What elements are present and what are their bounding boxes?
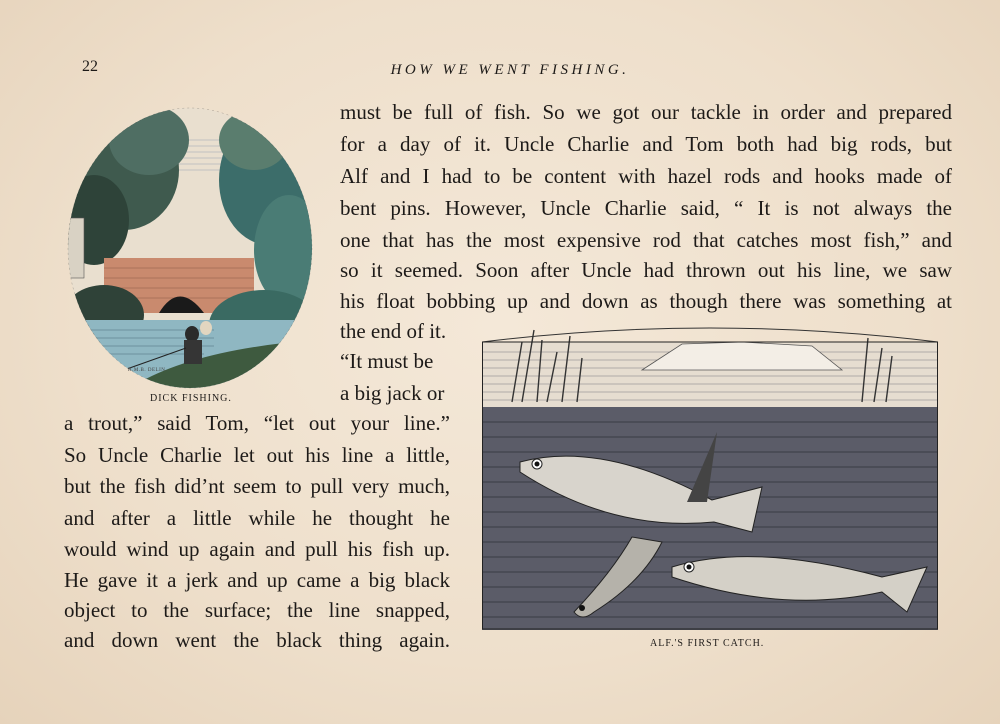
text-line-3: Alf and I had to be content with hazel rods and hooks made of (340, 164, 952, 188)
alfs-first-catch-illustration (482, 322, 938, 630)
text-line-13: but the fish did’nt seem to pull very much, (64, 474, 450, 498)
text-line-15: would wind up again and pull his fish up. (64, 537, 450, 561)
text-line-8: the end of it. (340, 319, 447, 343)
text-line-10: a big jack or (340, 381, 445, 405)
text-line-4: bent pins. However, Uncle Charlie said, “ It is not always the (340, 196, 952, 220)
running-head: HOW WE WENT FISHING. (390, 62, 630, 78)
text-line-7: his float bobbing up and down as though there was something at (340, 289, 952, 313)
text-line-14: and after a little while he thought he (64, 506, 450, 530)
text-line-2: for a day of it. Uncle Charlie and Tom both had big rods, but (340, 132, 952, 156)
text-line-12: So Uncle Charlie let out his line a little, (64, 443, 450, 467)
plate-caption: ALF.'S FIRST CATCH. (650, 638, 765, 649)
text-line-11: a trout,” said Tom, “let out your line.” (64, 411, 450, 435)
text-line-5: one that has the most expensive rod that catches most fish,” and (340, 228, 952, 252)
text-line-6: so it seemed. Soon after Uncle had thrown out his line, we saw (340, 258, 952, 282)
dick-fishing-illustration (64, 100, 316, 392)
text-line-1: must be full of fish. So we got our tackle in order and prepared (340, 100, 952, 124)
artist-signature: H.M.B. DELIN. (128, 368, 168, 373)
text-line-17: object to the surface; the line snapped, (64, 598, 450, 622)
page-number: 22 (82, 58, 98, 75)
vignette-caption: DICK FISHING. (150, 393, 232, 404)
text-line-9: “It must be (340, 349, 434, 373)
text-line-18: and down went the black thing again. (64, 628, 450, 652)
text-line-16: He gave it a jerk and up came a big black (64, 568, 450, 592)
